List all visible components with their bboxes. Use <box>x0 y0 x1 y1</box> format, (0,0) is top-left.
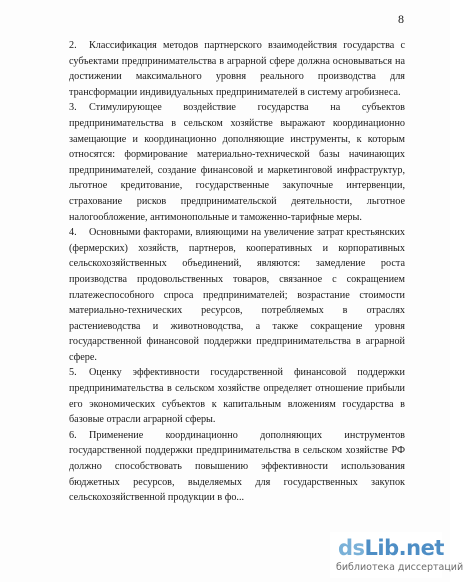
logo-ds: ds <box>338 536 365 560</box>
dslib-logo <box>338 536 444 560</box>
paragraph-text: Основными факторами, влияющими на увеличение затрат крестьянских (фермерских) хозяйств, партнеров, кооперативных и корпоративных сельскохозяйственных объединений, являются: замедление роста производства продовольственных товаров, связанное с сокращением платежеспособного спроса предпринимателей; возрастание стоимости материально-технических ресурсов, потребляемых в отраслях растениеводства и животноводства, а также сокращение уровня государственной финансовой поддержки предпринимательства в аграрной сфере. <box>69 227 405 363</box>
paragraph-6 <box>69 428 405 506</box>
paragraph-text: Классификация методов партнерского взаимодействия государства с субъектами предпринимательства в аграрной сфере должна основываться на достижении максимального уровня реального производства для трансформации индивидуальных предпринимателей в систему агробизнеса. <box>69 40 405 98</box>
paragraph-text: Стимулирующее воздействие государства на субъектов предпринимательства в сельском хозяйстве выражают координационно замещающие и координационно дополняющие инструменты, к которым относятся: формирование материально-технической базы начинающих предпринимателей, создание финансовой и маркетинговой инфраструктур, льготное кредитование, государственные закупочные интервенции, страхование рисков предпринимательской деятельности, льготное налогообложение, антимонопольные и таможенно-тарифные меры. <box>69 102 405 223</box>
paragraph-text: Оценку эффективности государственной финансовой поддержки предпринимательства в сельском хозяйстве определяет отношение прибыли его экономических субъектов к капитальным вложениям государства в базовые отрасли аграрной сферы. <box>69 367 405 426</box>
page-number: 8 <box>398 12 404 26</box>
logo-lib: Lib <box>364 536 399 560</box>
paragraph-4 <box>69 225 405 365</box>
paragraph-5 <box>69 365 405 427</box>
paragraph-number: 2. <box>69 40 77 51</box>
watermark-logo[interactable] <box>330 532 463 578</box>
paragraph-number: 4. <box>69 227 77 239</box>
watermark-caption: библиотека диссертаций <box>336 562 463 573</box>
paragraph-text: Применение координационно дополняющих инструментов государственной поддержки предпринимательства в сельском хозяйстве РФ должно способствовать повышению эффективности использования бюджетных ресурсов, выделяемых для государственных закупок сельскохозяйственной продукции в фо... <box>69 429 405 504</box>
paragraph-number: 3. <box>69 102 77 114</box>
paragraph-2 <box>69 38 405 100</box>
logo-net: .net <box>398 536 444 560</box>
document-body <box>69 38 405 506</box>
paragraph-number: 6. <box>69 429 77 441</box>
paragraph-number: 5. <box>69 367 77 379</box>
paragraph-3 <box>69 100 405 225</box>
